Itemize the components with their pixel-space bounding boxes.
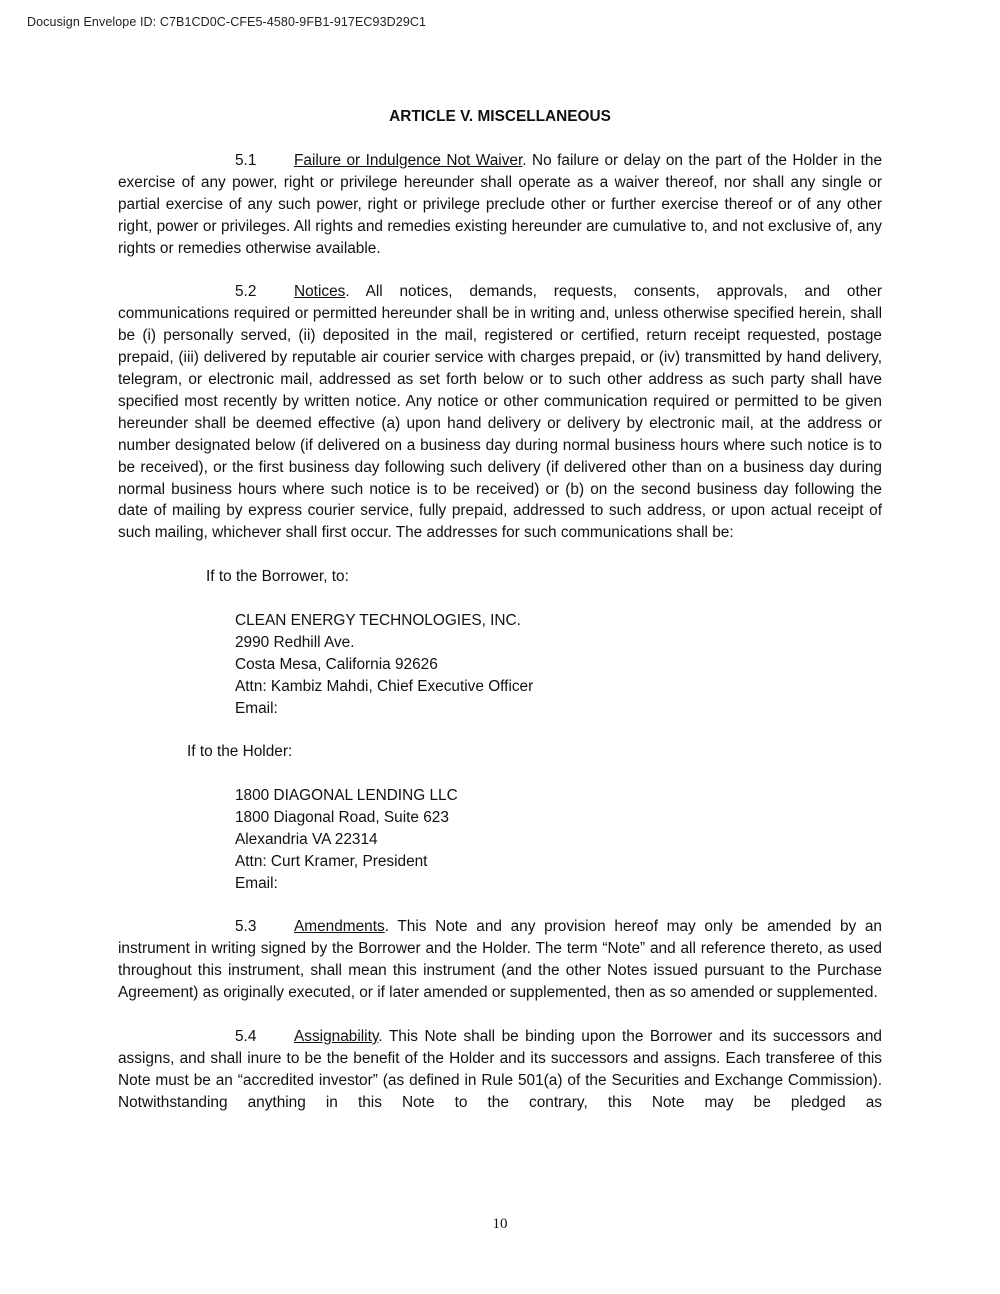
section-title: Notices <box>294 283 346 301</box>
envelope-id: Docusign Envelope ID: C7B1CD0C-CFE5-4580-9FB1-917EC93D29C1 <box>27 15 427 29</box>
section-number: 5.4 <box>235 1027 257 1045</box>
section-title: Amendments <box>294 918 385 936</box>
section-5-4 <box>118 1026 882 1114</box>
section-text: . All notices, demands, requests, consents, approvals, and other communications required or permitted hereunder shall be in writing and, unless otherwise specified herein, shall be (i) personally served, (ii) deposited in the mail, registered or certified, return receipt requested, postage prepaid, (iii) delivered by reputable air courier service with charges prepaid, or (iv) transmitted by hand delivery, telegram, or electronic mail, addressed as set forth below or to such other address as such party shall have specified most recently by written notice. Any notice or other communication required or permitted to be given hereunder shall be deemed effective (a) upon hand delivery or delivery by electronic mail, at the address or number designated below (if delivered on a business day during normal business hours where such notice is to be received), or the first business day following such delivery (if delivered other than on a business day during normal business hours where such notice is to be received) or (b) on the second business day following the date of mailing by express courier service, fully prepaid, addressed to such address, or upon actual receipt of such mailing, whichever shall first occur. The addresses for such communications shall be: <box>118 283 882 542</box>
address-line: Costa Mesa, California 92626 <box>235 655 438 673</box>
address-line: CLEAN ENERGY TECHNOLOGIES, INC. <box>235 611 521 629</box>
section-text: . This Note and any provision hereof may only be amended by an instrument in writing signed by the Borrower and the Holder. The term “Note” and all reference thereto, as used throughout this instrument, shall mean this instrument (and the other Notes issued pursuant to the Purchase Agreement) as originally executed, or if later amended or supplemented, then as so amended or supplemented. <box>118 918 882 1002</box>
document-page <box>118 106 882 1136</box>
address-line: Email: <box>235 699 278 717</box>
borrower-address <box>235 610 882 719</box>
article-heading: ARTICLE V. MISCELLANEOUS <box>389 108 611 125</box>
address-line: Attn: Curt Kramer, President <box>235 852 428 870</box>
borrower-intro: If to the Borrower, to: <box>206 568 349 586</box>
address-line: 2990 Redhill Ave. <box>235 633 355 651</box>
address-line: Attn: Kambiz Mahdi, Chief Executive Officer <box>235 677 534 695</box>
holder-address <box>235 785 882 894</box>
address-line: Email: <box>235 874 278 892</box>
section-title: Assignability <box>294 1027 379 1045</box>
section-5-1 <box>118 150 882 260</box>
page-number: 10 <box>492 1216 508 1232</box>
section-number: 5.3 <box>235 918 257 936</box>
section-text: . This Note shall be binding upon the Borrower and its successors and assigns, and shall inure to be the benefit of the Holder and its successors and assigns. Each transferee of this Note must be an “accredited investor” (as defined in Rule 501(a) of the Securities and Exchange Commission). Notwithstanding anything in this Note to the contrary, this Note may be pledged as <box>118 1027 882 1111</box>
section-number: 5.1 <box>235 152 257 169</box>
address-line: Alexandria VA 22314 <box>235 830 378 848</box>
section-5-3 <box>118 916 882 1004</box>
section-text: . No failure or delay on the part of the Holder in the exercise of any power, right or privilege hereunder shall operate as a waiver thereof, nor shall any single or partial exercise of any such power, right or privilege preclude other or further exercise thereof or of any other right, power or privileges. All rights and remedies existing hereunder are cumulative to, and not exclusive of, any rights or remedies otherwise available. <box>118 152 882 257</box>
section-title: Failure or Indulgence Not Waiver <box>294 152 523 169</box>
section-5-2 <box>118 281 882 544</box>
holder-intro: If to the Holder: <box>187 743 293 761</box>
section-number: 5.2 <box>235 283 257 301</box>
address-line: 1800 Diagonal Road, Suite 623 <box>235 809 449 827</box>
address-line: 1800 DIAGONAL LENDING LLC <box>235 787 458 805</box>
